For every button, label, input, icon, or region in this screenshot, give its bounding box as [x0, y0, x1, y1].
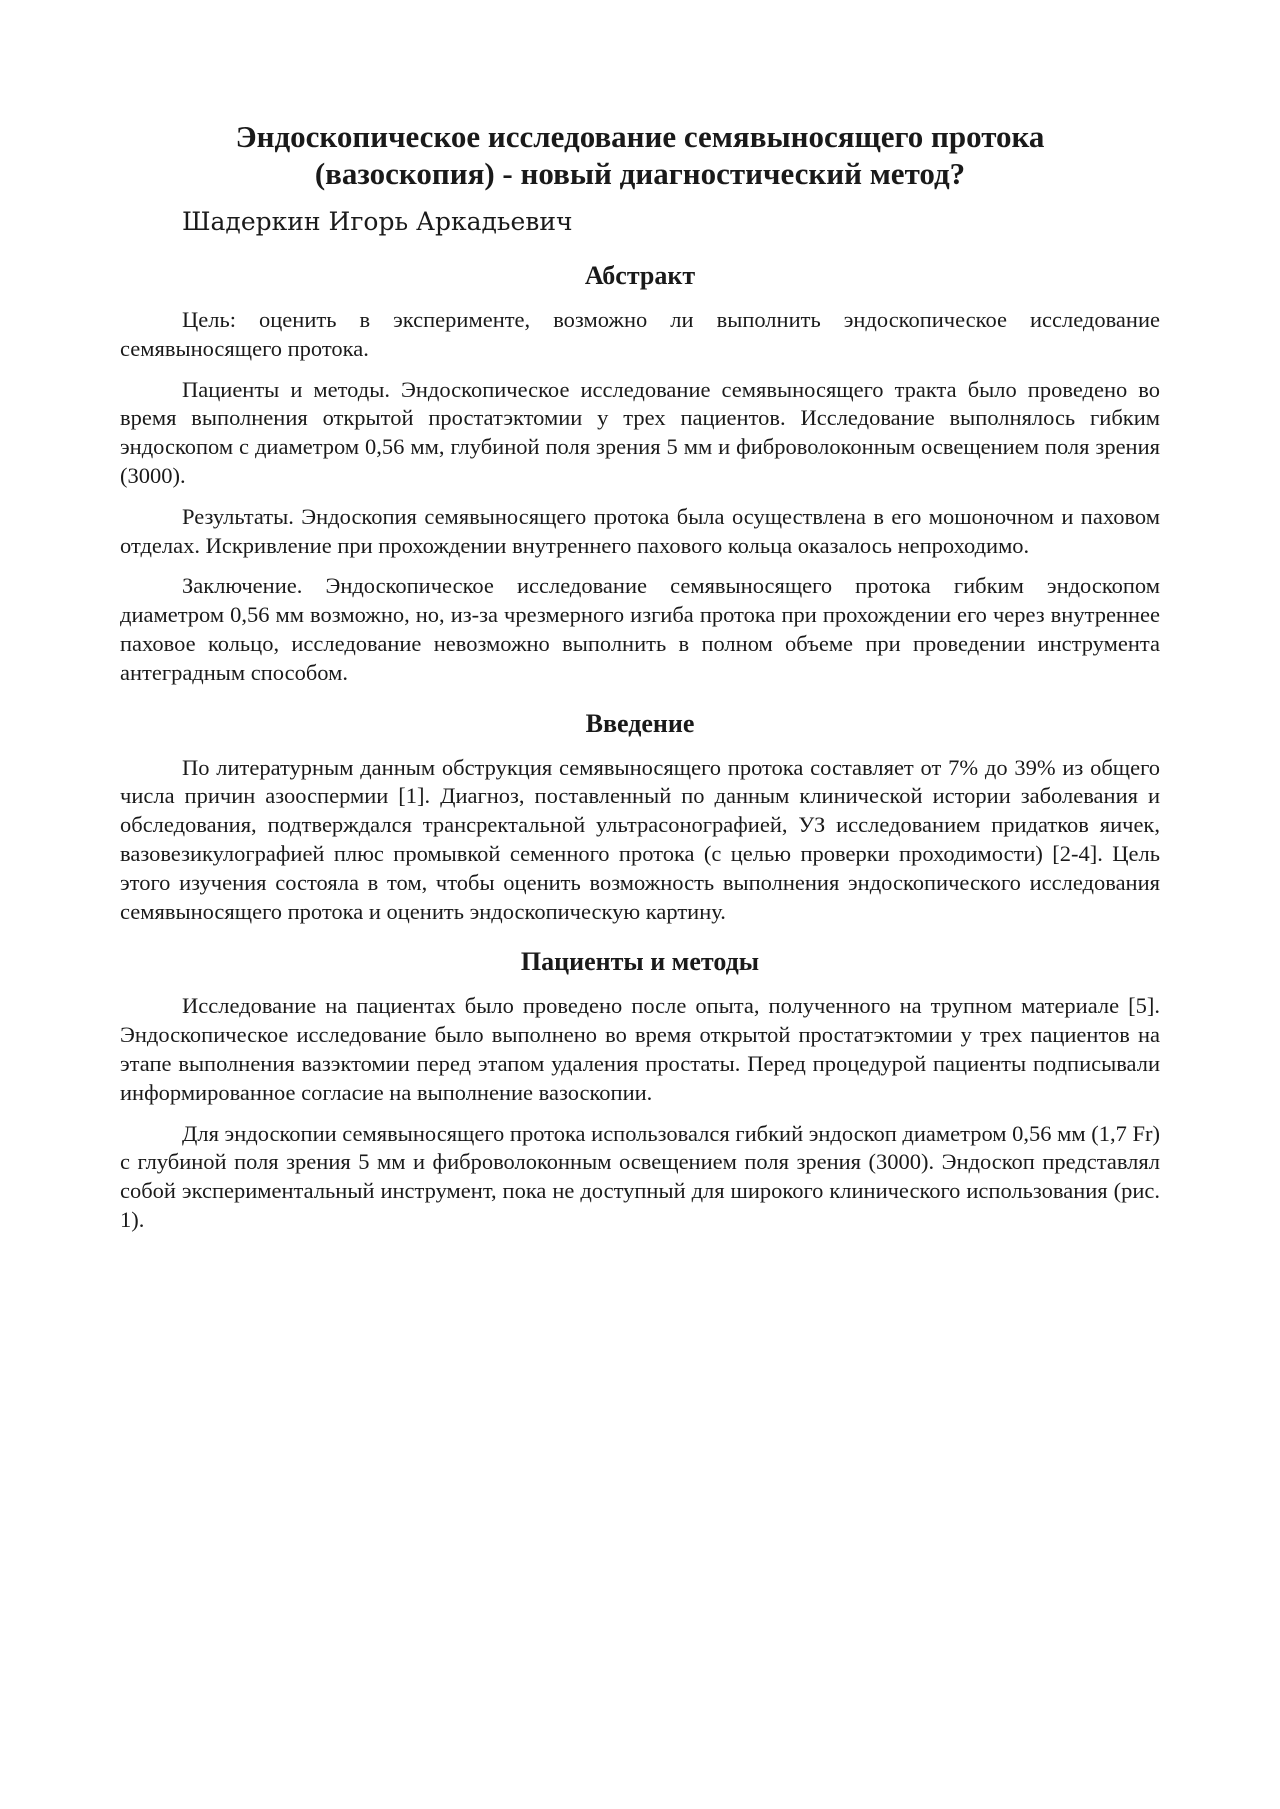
abstract-results-paragraph: Результаты. Эндоскопия семявыносящего протока была осуществлена в его мошоночном и паховом отделах. Искривление при прохождении внутреннего пахового кольца оказалось непроходимо. — [120, 503, 1160, 558]
abstract-conclusion-paragraph: Заключение. Эндоскопическое исследование семявыносящего протока гибким эндоскопом диаметром 0,56 мм возможно, но, из-за чрезмерного изгиба протока при прохождении его через внутреннее паховое кольцо, исследование невозможно выполнить в полном объеме при проведении инструмента антеградным способом. — [120, 573, 1160, 685]
document-body — [120, 118, 1160, 1247]
methods-paragraph-2: Для эндоскопии семявыносящего протока использовался гибкий эндоскоп диаметром 0,56 мм (1,7 Fr) с глубиной поля зрения 5 мм и фиброволоконным освещением поля зрения (3000). Эндоскоп представлял собой экспериментальный инструмент, пока не доступный для широкого клинического использования (рис. 1). — [120, 1120, 1160, 1232]
title-line-2: (вазоскопия) - новый диагностический метод? — [314, 156, 966, 191]
abstract-heading: Абстракт — [584, 261, 696, 290]
introduction-heading: Введение — [585, 708, 695, 738]
abstract-methods-paragraph: Пациенты и методы. Эндоскопическое исследование семявыносящего тракта было проведено во время выполнения открытой простатэктомии у трех пациентов. Исследование выполнялось гибким эндоскопом с диаметром 0,56 мм, глубиной поля зрения 5 мм и фиброволоконным освещением поля зрения (3000). — [120, 376, 1160, 488]
document-title — [120, 118, 1160, 192]
introduction-paragraph: По литературным данным обструкция семявыносящего протока составляет от 7% до 39% из общего числа причин азооспермии [1]. Диагноз, поставленный по данным клинической истории заболевания и обследования, подтверждался трансректальной ультрасонографией, УЗ исследованием придатков яичек, вазовезикулографией плюс промывкой семенного протока (с целью проверки проходимости) [2-4]. Цель этого изучения состояла в том, чтобы оценить возможность выполнения эндоскопического исследования семявыносящего протока и оценить эндоскопическую картину. — [120, 754, 1160, 924]
abstract-goal-paragraph: Цель: оценить в эксперименте, возможно ли выполнить эндоскопическое исследование семявыносящего протока. — [120, 307, 1160, 361]
methods-heading: Пациенты и методы — [520, 947, 760, 977]
methods-paragraph-1: Исследование на пациентах было проведено после опыта, полученного на трупном материале [5]. Эндоскопическое исследование было выполнено во время открытой простатэктомии у трех пациентов на этапе выполнения вазэктомии перед этапом удаления простаты. Перед процедурой пациенты подписывали информированное согласие на выполнение вазоскопии. — [120, 993, 1160, 1105]
title-line-1: Эндоскопическое исследование семявыносящего протока — [235, 119, 1045, 154]
author-name: Шадеркин Игорь Аркадьевич — [182, 207, 573, 236]
